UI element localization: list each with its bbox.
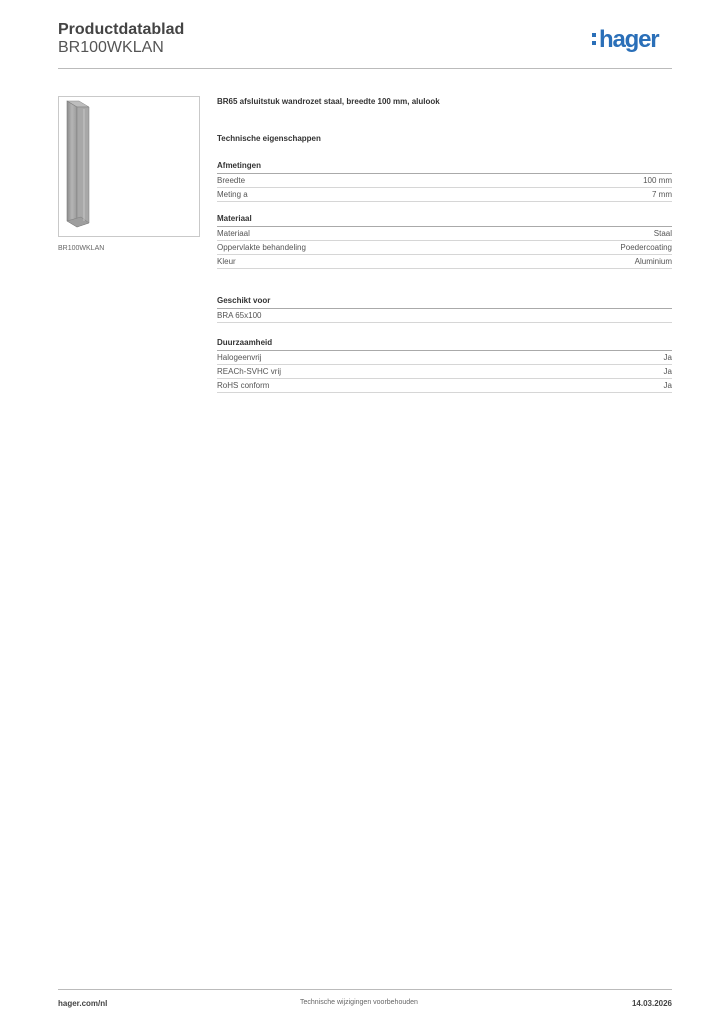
image-caption: BR100WKLAN [58,245,105,252]
footer-disclaimer: Technische wijzigingen voorbehouden [300,999,418,1006]
spec-row [217,309,672,323]
article-number: BR100WKLAN [58,39,164,56]
section-title: Geschikt voor [217,295,672,309]
hager-logo [592,26,658,54]
spec-row [217,379,672,393]
technical-heading: Technische eigenschappen [217,134,321,143]
section-materiaal [217,213,672,269]
spec-label: RoHS conform [217,381,270,390]
spec-label: Halogeenvrij [217,353,262,362]
footer-date: 14.03.2026 [631,999,672,1008]
spec-value: Staal [653,229,672,238]
spec-value: Poedercoating [620,243,672,252]
spec-value: Ja [663,353,672,362]
hager-logo-text: hager [599,26,659,53]
spec-value: Aluminium [634,257,672,266]
spec-label: BRA 65x100 [217,311,262,320]
document-title: Productdatablad [58,21,185,38]
section-title: Materiaal [217,213,672,227]
content [217,96,672,393]
spec-row [217,227,672,241]
spec-row [217,174,672,188]
spec-label: Breedte [217,176,246,185]
footer-divider [58,989,672,990]
header-divider [58,68,672,69]
section-duurzaamheid [217,337,672,393]
profile-body [67,101,77,227]
section-afmetingen [217,160,672,202]
footer-website-link[interactable]: hager.com/nl [58,999,108,1008]
spec-row [217,241,672,255]
spec-row [217,188,672,202]
section-title: Afmetingen [217,160,672,174]
spec-row [217,351,672,365]
product-description: BR65 afsluitstuk wandrozet staal, breedte 100 mm, alulook [217,97,440,106]
spec-value: Ja [663,381,672,390]
section-title: Duurzaamheid [217,337,672,351]
spec-label: Kleur [217,257,236,266]
spec-value: 100 mm [643,176,672,185]
spec-label: REACh-SVHC vrij [217,367,282,376]
spec-value: Ja [663,367,672,376]
spec-row [217,255,672,269]
section-geschikt-voor [217,295,672,323]
spec-label: Materiaal [217,229,250,238]
product-drawing [59,97,199,236]
spec-label: Oppervlakte behandeling [217,243,306,252]
product-image [58,96,200,237]
spec-label: Meting a [217,190,248,199]
spec-row [217,365,672,379]
profile-side [77,107,89,227]
spec-value: 7 mm [652,190,672,199]
